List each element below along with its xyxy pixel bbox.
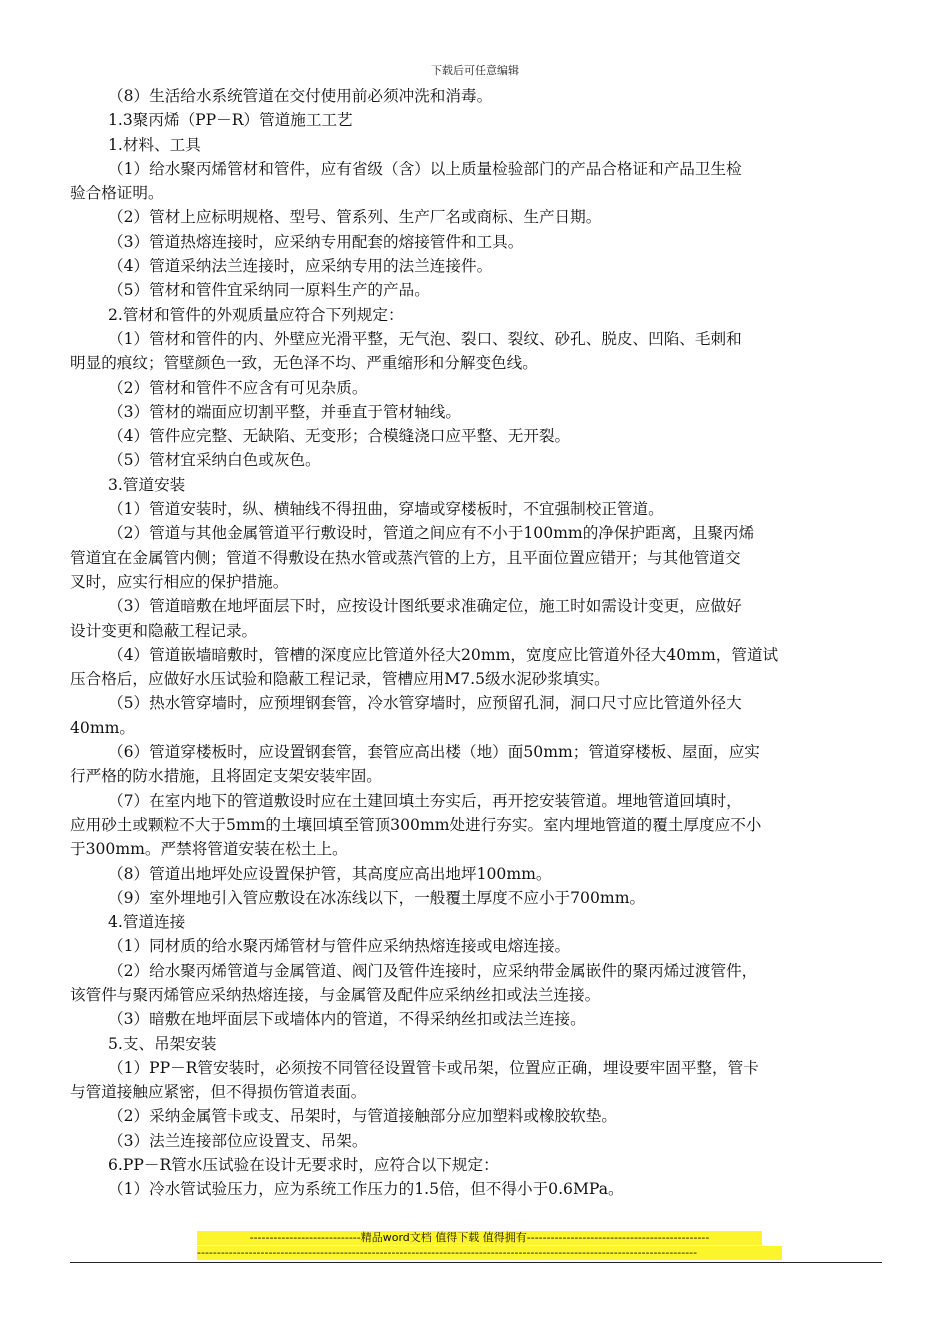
- paragraph-line: （1）PP－R管安装时，必须按不同管径设置管卡或吊架，位置应正确，埋设要牢固平整，管卡: [108, 1058, 759, 1077]
- paragraph-line: 于300mm。严禁将管道安装在松土上。: [70, 840, 348, 859]
- paragraph-line: （3）法兰连接部位应设置支、吊架。: [108, 1131, 368, 1150]
- paragraph-line: 行严格的防水措施，且将固定支架安装牢固。: [70, 767, 382, 786]
- paragraph-line: （4）管件应完整、无缺陷、无变形；合模缝浇口应平整、无开裂。: [108, 427, 571, 446]
- paragraph-line: （1）管材和管件的内、外壁应光滑平整，无气泡、裂口、裂纹、砂孔、脱皮、凹陷、毛刺和: [108, 329, 742, 348]
- paragraph-line: 3.管道安装: [108, 475, 186, 494]
- paragraph-line: 6.PP－R管水压试验在设计无要求时，应符合以下规定：: [108, 1156, 499, 1175]
- paragraph-line: （4）管道嵌墙暗敷时，管槽的深度应比管道外径大20mm，宽度应比管道外径大40mm，管道试: [108, 645, 779, 664]
- paragraph-line: （1）同材质的给水聚丙烯管材与管件应采纳热熔连接或电熔连接。: [108, 937, 571, 956]
- footer-rule: [70, 1262, 882, 1263]
- paragraph-line: （3）管道暗敷在地坪面层下时，应按设计图纸要求准确定位，施工时如需设计变更，应做好: [108, 597, 742, 616]
- paragraph-line: （2）管材上应标明规格、型号、管系列、生产厂名或商标、生产日期。: [108, 208, 602, 227]
- paragraph-line: 40mm。: [70, 718, 136, 737]
- paragraph-line: （9）室外埋地引入管应敷设在冰冻线以下，一般覆土厚度不应小于700mm。: [108, 888, 646, 907]
- paragraph-line: （2）管材和管件不应含有可见杂质。: [108, 378, 368, 397]
- paragraph-line: 管道宜在金属管内侧；管道不得敷设在热水管或蒸汽管的上方，且平面位置应错开；与其他管道交: [70, 548, 741, 567]
- paragraph-line: （5）热水管穿墙时，应预埋钢套管，冷水管穿墙时，应预留孔洞，洞口尺寸应比管道外径大: [108, 694, 742, 713]
- paragraph-line: （7）在室内地下的管道敷设时应在土建回填土夯实后，再开挖安装管道。埋地管道回填时，: [108, 791, 742, 810]
- paragraph-line: （8）管道出地坪处应设置保护管，其高度应高出地坪100mm。: [108, 864, 552, 883]
- paragraph-line: （3）暗敷在地坪面层下或墙体内的管道，不得采纳丝扣或法兰连接。: [108, 1010, 586, 1029]
- paragraph-line: 1.材料、工具: [108, 135, 201, 154]
- paragraph-line: （1）给水聚丙烯管材和管件，应有省级（含）以上质量检验部门的产品合格证和产品卫生检: [108, 159, 742, 178]
- paragraph-line: 叉时，应实行相应的保护措施。: [70, 572, 289, 591]
- paragraph-line: 应用砂土或颗粒不大于5mm的土壤回填至管顶300mm处进行夯实。室内埋地管道的覆土厚度应不小: [70, 815, 762, 834]
- paragraph-line: 明显的痕纹；管壁颜色一致，无色泽不均、严重缩形和分解变色线。: [70, 354, 538, 373]
- paragraph-line: 1.3聚丙烯（PP－R）管道施工工艺: [108, 111, 353, 130]
- paragraph-line: （4）管道采纳法兰连接时，应采纳专用的法兰连接件。: [108, 257, 493, 276]
- paragraph-line: （2）给水聚丙烯管道与金属管道、阀门及管件连接时，应采纳带金属嵌件的聚丙烯过渡管件，: [108, 961, 758, 980]
- paragraph-line: （1）管道安装时，纵、横轴线不得扭曲，穿墙或穿楼板时，不宜强制校正管道。: [108, 500, 664, 519]
- paragraph-line: 该管件与聚丙烯管应采纳热熔连接，与金属管及配件应采纳丝扣或法兰连接。: [70, 985, 601, 1004]
- paragraph-line: 与管道接触应紧密，但不得损伤管道表面。: [70, 1083, 367, 1102]
- document-body: [70, 84, 885, 1202]
- footer-banner: ----------------------------精品word文档 值得下载 值得拥有----------------------------------------------: [197, 1231, 762, 1245]
- paragraph-line: （2）采纳金属管卡或支、吊架时，与管道接触部分应加塑料或橡胶软垫。: [108, 1107, 617, 1126]
- paragraph-line: （5）管材和管件宜采纳同一原料生产的产品。: [108, 281, 430, 300]
- paragraph-line: （3）管材的端面应切割平整，并垂直于管材轴线。: [108, 402, 461, 421]
- paragraph-line: 设计变更和隐蔽工程记录。: [70, 621, 258, 640]
- paragraph-line: （6）管道穿楼板时，应设置钢套管，套管应高出楼（地）面50mm；管道穿楼板、屋面，应实: [108, 743, 760, 762]
- paragraph-line: 压合格后，应做好水压试验和隐蔽工程记录，管槽应用M7.5级水泥砂浆填实。: [70, 670, 610, 689]
- paragraph-line: （8）生活给水系统管道在交付使用前必须冲洗和消毒。: [108, 87, 493, 105]
- paragraph-line: （3）管道热熔连接时，应采纳专用配套的熔接管件和工具。: [108, 232, 524, 251]
- paragraph-line: 验合格证明。: [70, 184, 164, 203]
- footer-banner-dashes: ------------------------------------------------------------------------------------------------------------------------------: [197, 1246, 782, 1260]
- paragraph-line: 4.管道连接: [108, 913, 186, 932]
- paragraph-line: 2.管材和管件的外观质量应符合下列规定：: [108, 305, 404, 324]
- paragraph-line: 5.支、吊架安装: [108, 1034, 217, 1053]
- paragraph-line: （2）管道与其他金属管道平行敷设时，管道之间应有不小于100mm的净保护距离，且聚丙烯: [108, 524, 755, 543]
- paragraph-line: （1）冷水管试验压力，应为系统工作压力的1.5倍，但不得小于0.6MPa。: [108, 1180, 624, 1199]
- paragraph-line: （5）管材宜采纳白色或灰色。: [108, 451, 321, 470]
- page-header: 下载后可任意编辑: [431, 64, 519, 77]
